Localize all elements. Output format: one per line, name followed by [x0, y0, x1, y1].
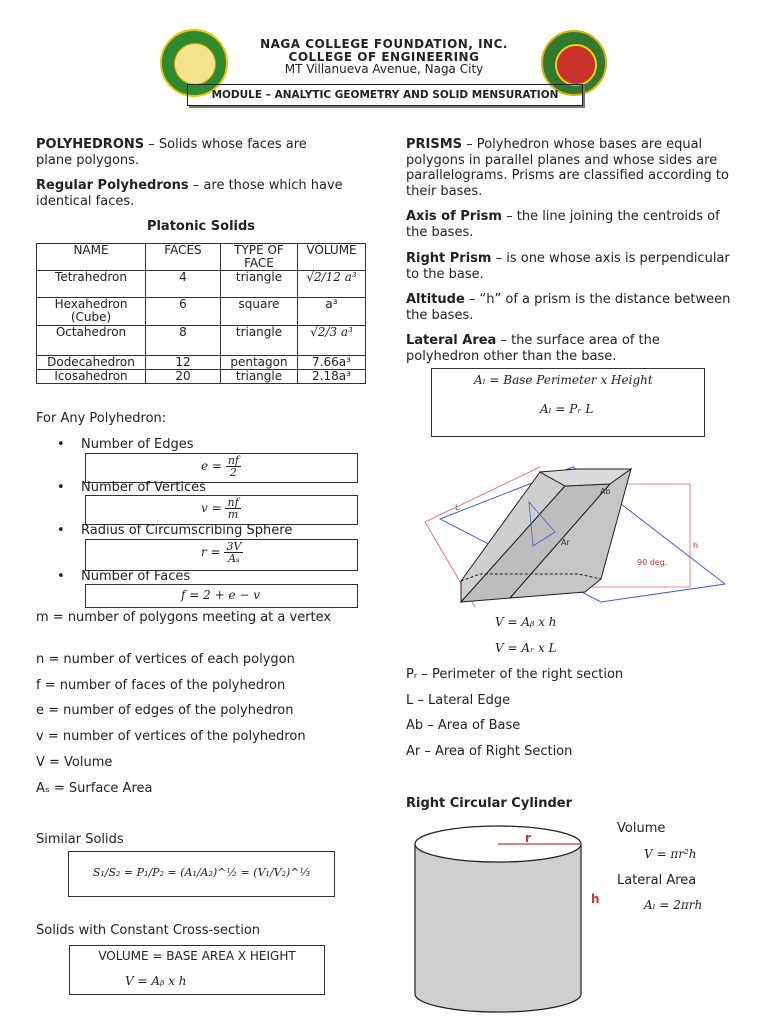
label-ab: Ab [600, 487, 611, 496]
edges-formula-box: e = $\frac{nf}{2}$ [85, 453, 358, 483]
cylinder-volume-formula: V = πr²h [644, 847, 697, 861]
college-name: COLLEGE OF ENGINEERING [288, 50, 480, 64]
any-polyhedron-label: For Any Polyhedron: [36, 411, 167, 426]
col-header: TYPE OF FACE [221, 244, 298, 271]
prism-volume-1: V = Aᵦ x h [495, 615, 557, 629]
bullet-edges: • Number of Edges [81, 437, 194, 452]
prism-volume-2: V = Aᵣ x L [495, 641, 557, 655]
lateral-area-def: Lateral Area – the surface area of the polyhedron other than the base. [406, 333, 660, 364]
constant-section-formula-box: VOLUME = BASE AREA X HEIGHT V = Aᵦ x h [69, 945, 325, 995]
def-n: n = number of vertices of each polygon [36, 652, 295, 667]
table-row: Octahedron 8 triangle √2/3 a³ [37, 326, 366, 356]
legend-ar: Ar – Area of Right Section [406, 744, 573, 759]
cylinder-lateral-label: Lateral Area [617, 873, 697, 888]
similar-solids-formula-box: S₁/S₂ = P₁/P₂ = (A₁/A₂)^½ = (V₁/V₂)^⅓ [68, 851, 335, 897]
similar-solids-title: Similar Solids [36, 832, 124, 847]
polyhedrons-def: POLYHEDRONS – Solids whose faces are plane polygons. [36, 137, 307, 168]
def-f: f = number of faces of the polyhedron [36, 678, 286, 693]
legend-ab: Ab – Area of Base [406, 718, 521, 733]
cylinder-diagram [410, 822, 590, 1022]
label-ar: Ar [561, 538, 570, 547]
cylinder-lateral-formula: Aₗ = 2πrh [644, 898, 703, 912]
institution-name: NAGA COLLEGE FOUNDATION, INC. [260, 37, 508, 51]
regular-polyhedrons-def: Regular Polyhedrons – are those which have identical faces. [36, 178, 343, 209]
address: MT Villanueva Avenue, Naga City [284, 62, 484, 76]
cylinder-volume-label: Volume [617, 821, 666, 836]
legend-l: L – Lateral Edge [406, 693, 511, 708]
platonic-table [36, 243, 366, 384]
table-row: Dodecahedron 12 pentagon 7.66a³ [37, 356, 366, 370]
table-row: Hexahedron (Cube) 6 square a³ [37, 298, 366, 326]
axis-of-prism-def: Axis of Prism – the line joining the centroids of the bases. [406, 209, 720, 240]
def-v: v = number of vertices of the polyhedron [36, 729, 306, 744]
col-header: VOLUME [298, 244, 366, 271]
prisms-def: PRISMS – Polyhedron whose bases are equal polygons in parallel planes and whose sides are parallelograms. Prisms are classified according to their bases. [406, 137, 729, 199]
label-h: h [693, 541, 699, 550]
label-l: L [455, 503, 460, 512]
def-m: m = number of polygons meeting at a vertex [36, 610, 332, 625]
def-volume: V = Volume [36, 755, 113, 770]
radius-formula-box: r = $\frac{3V}{\text{Aₛ}}$ [85, 539, 358, 571]
table-row: Tetrahedron 4 triangle √2/12 a³ [37, 271, 366, 298]
def-e: e = number of edges of the polyhedron [36, 703, 294, 718]
module-title: MODULE – ANALYTIC GEOMETRY AND SOLID MENSURATION [187, 84, 583, 106]
def-surface-area: Aₛ = Surface Area [36, 781, 153, 796]
lateral-area-formula-box: Aₗ = Base Perimeter x Height Aₗ = Pᵣ L [431, 368, 705, 437]
cylinder-title: Right Circular Cylinder [406, 796, 573, 811]
constant-section-title: Solids with Constant Cross-section [36, 923, 261, 938]
cylinder-r-label: r [525, 831, 531, 845]
col-header: NAME [37, 244, 146, 271]
right-prism-def: Right Prism – is one whose axis is perpendicular to the base. [406, 251, 730, 282]
table-row: Icosahedron 20 triangle 2.18a³ [37, 370, 366, 384]
legend-pr: Pᵣ – Perimeter of the right section [406, 667, 624, 682]
vertices-formula-box: v = $\frac{nf}{m}$ [85, 495, 358, 525]
bullet-vertices: • Number of Vertices [81, 480, 206, 495]
col-header: FACES [146, 244, 221, 271]
bullet-radius: • Radius of Circumscribing Sphere [81, 523, 292, 538]
oblique-prism-diagram [405, 462, 735, 612]
cylinder-h-label: h [591, 892, 600, 906]
altitude-def: Altitude – “h” of a prism is the distance between the bases. [406, 292, 731, 323]
platonic-title: Platonic Solids [146, 219, 256, 234]
faces-formula-box: f = 2 + e − v [85, 584, 358, 608]
label-90deg: 90 deg. [637, 558, 668, 567]
bullet-faces: • Number of Faces [81, 569, 190, 584]
table-header-row [37, 244, 366, 271]
